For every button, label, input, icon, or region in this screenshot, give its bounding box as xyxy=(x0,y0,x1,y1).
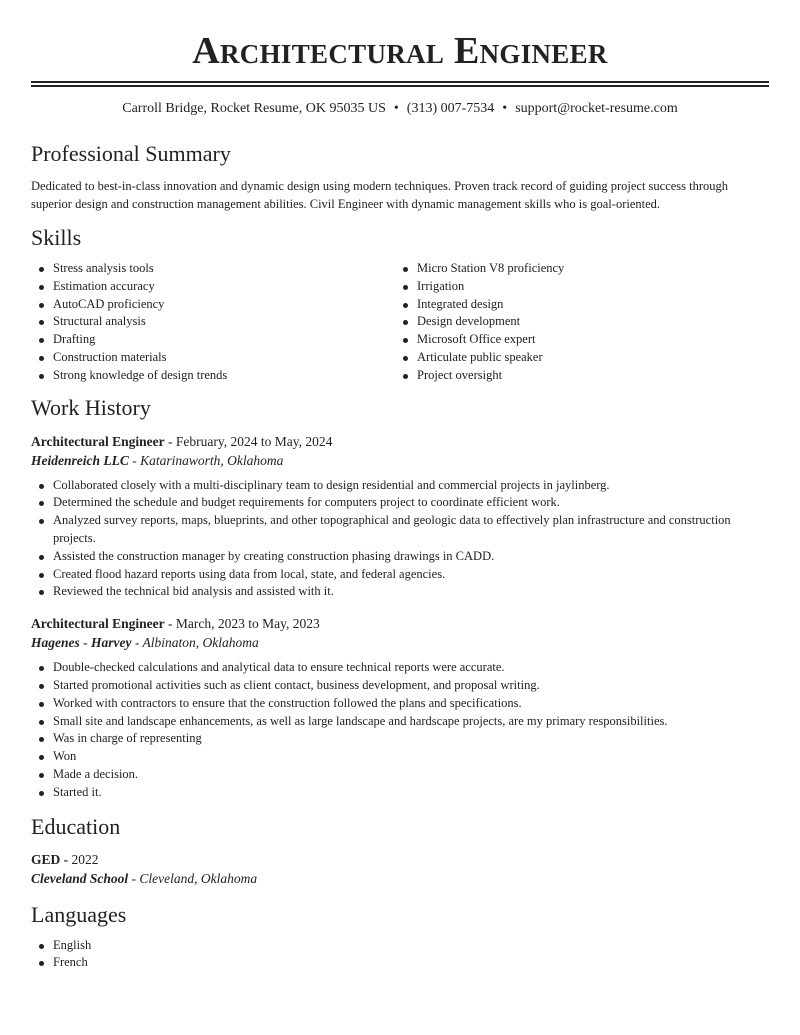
duty-item: Small site and landscape enhancements, as well as large landscape and hardscape projects, are my primary responsibilities. xyxy=(31,713,769,731)
duty-item: Started it. xyxy=(31,784,769,802)
skills-list xyxy=(31,260,769,385)
languages-list xyxy=(31,937,769,973)
education-degree-line xyxy=(31,850,769,869)
skill-item: Drafting xyxy=(31,331,395,349)
skill-item: Stress analysis tools xyxy=(31,260,395,278)
skills-column-right xyxy=(395,260,759,385)
contact-address: Carroll Bridge, Rocket Resume, OK 95035 US xyxy=(122,101,386,116)
education-school-line xyxy=(31,869,769,888)
duty-item: Worked with contractors to ensure that the construction followed the plans and specifications. xyxy=(31,695,769,713)
job-dates: - March, 2023 to May, 2023 xyxy=(164,616,320,632)
education-year: 2022 xyxy=(71,851,99,867)
job-dates: - February, 2024 to May, 2024 xyxy=(164,433,333,449)
education-location: - Cleveland, Oklahoma xyxy=(128,870,258,886)
skill-item: Estimation accuracy xyxy=(31,278,395,296)
duty-item: Double-checked calculations and analytical data to ensure technical reports were accurate. xyxy=(31,659,769,677)
education-degree: GED - xyxy=(31,851,72,867)
job-title: Architectural Engineer xyxy=(31,616,165,632)
job-title-line xyxy=(31,432,769,451)
employer-line xyxy=(31,633,769,653)
education-school: Cleveland School xyxy=(31,870,129,886)
work-history-heading: Work History xyxy=(31,394,151,420)
duty-item: Analyzed survey reports, maps, blueprints, and other topographical and geologic data to effectively plan infrastructure and construction projects. xyxy=(31,512,769,548)
duty-item: Started promotional activities such as client contact, business development, and proposal writing. xyxy=(31,677,769,695)
contact-phone[interactable]: (313) 007-7534 xyxy=(406,101,495,116)
duty-item: Created flood hazard reports using data from local, state, and federal agencies. xyxy=(31,566,769,584)
employer-line xyxy=(31,451,769,471)
skill-item: Structural analysis xyxy=(31,313,395,331)
employer-location: - Katarinaworth, Oklahoma xyxy=(128,452,284,468)
job-entry xyxy=(31,432,769,602)
languages-section xyxy=(31,937,769,973)
summary-heading: Professional Summary xyxy=(31,141,231,166)
skill-item: Micro Station V8 proficiency xyxy=(395,260,759,278)
job-title-line xyxy=(31,614,769,633)
duty-item: Reviewed the technical bid analysis and assisted with it. xyxy=(31,583,769,601)
skills-heading: Skills xyxy=(31,225,82,250)
skill-item: Irrigation xyxy=(395,278,759,296)
skills-column-left xyxy=(31,260,395,385)
education-heading: Education xyxy=(31,813,121,839)
header-divider xyxy=(31,81,769,83)
job-entry xyxy=(31,614,769,801)
language-item: French xyxy=(31,954,769,972)
skill-item: AutoCAD proficiency xyxy=(31,296,395,314)
job-duties xyxy=(31,477,769,602)
employer-name: Heidenreich LLC xyxy=(31,452,129,468)
duty-item: Assisted the construction manager by creating construction phasing drawings in CADD. xyxy=(31,548,769,566)
contact-email[interactable]: support@rocket-resume.com xyxy=(515,101,678,116)
skill-item: Articulate public speaker xyxy=(395,349,759,367)
language-item: English xyxy=(31,937,769,955)
skill-item: Integrated design xyxy=(395,296,759,314)
duty-item: Determined the schedule and budget requirements for computers project to coordinate efficient work. xyxy=(31,494,769,512)
employer-name: Hagenes - Harvey xyxy=(31,635,132,651)
duty-item: Won xyxy=(31,748,769,766)
job-title: Architectural Engineer xyxy=(31,433,165,449)
skill-item: Construction materials xyxy=(31,349,395,367)
contact-line xyxy=(31,100,769,118)
skill-item: Strong knowledge of design trends xyxy=(31,367,395,385)
duty-item: Was in charge of representing xyxy=(31,730,769,748)
summary-text: Dedicated to best-in-class innovation and dynamic design using modern techniques. Proven track record of guiding project success through superior design and construction management abilities. Civil Engineer with dynamic management skills who is goal-oriented. xyxy=(31,179,729,211)
contact-separator: • xyxy=(502,101,508,116)
duty-item: Collaborated closely with a multi-disciplinary team to design residential and commercial projects in jaylinberg. xyxy=(31,477,769,495)
resume-name: Architectural Engineer xyxy=(192,30,608,72)
employer-location: - Albinaton, Oklahoma xyxy=(131,635,259,651)
skill-item: Project oversight xyxy=(395,367,759,385)
resume-page xyxy=(31,0,769,972)
skill-item: Microsoft Office expert xyxy=(395,331,759,349)
skill-item: Design development xyxy=(395,313,759,331)
contact-separator: • xyxy=(393,101,399,116)
duty-item: Made a decision. xyxy=(31,766,769,784)
languages-heading: Languages xyxy=(31,901,127,927)
job-duties xyxy=(31,659,769,801)
